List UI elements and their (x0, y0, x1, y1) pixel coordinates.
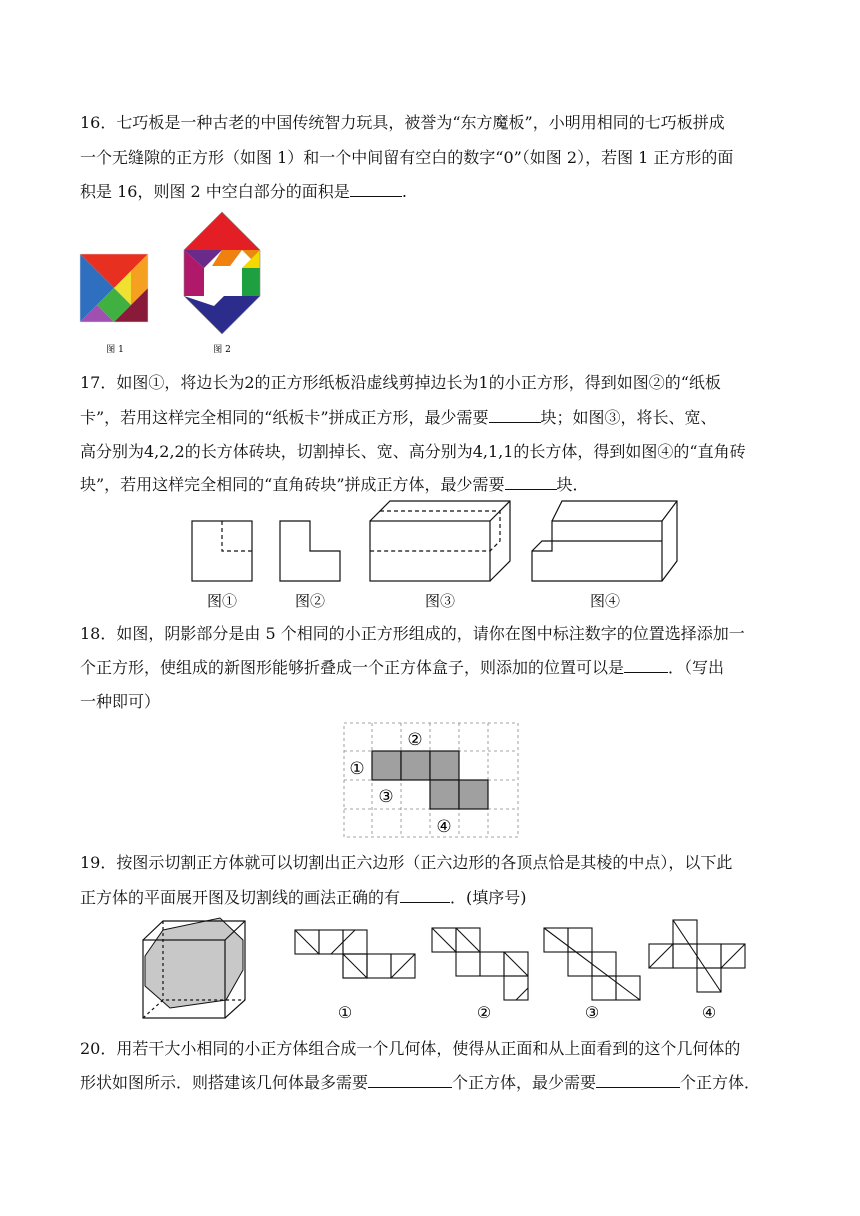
net-label-1: ① (337, 1003, 353, 1022)
q17-line2a: 卡”，若用这样完全相同的“纸板卡”拼成正方形，最少需要 (80, 408, 489, 427)
q19-line2b: ．(填序号) (450, 888, 527, 907)
net-option-2 (432, 928, 528, 1000)
q18-line3: 一种即可） (80, 692, 161, 711)
q19-figures (140, 918, 750, 1026)
answer-blank[interactable] (350, 182, 402, 197)
q19-line2a: 正方体的平面展开图及切割线的画法正确的有 (80, 888, 401, 907)
q20-line2 (80, 1073, 760, 1093)
net-option-3 (544, 928, 640, 1000)
caption-fig2: 图② (294, 592, 326, 610)
q17-line4b: 块． (556, 475, 589, 494)
position-label-3: ③ (378, 787, 394, 807)
q19-line1: 19．按图示切割正方体就可以切割出正六边形（正六边形的各顶点恰是其棱的中点），以下此 (80, 853, 733, 872)
fig-square-with-dashed-cut (192, 521, 252, 581)
fig-card-L-shape (280, 521, 340, 581)
fig2-caption: 图 2 (213, 345, 231, 355)
q17-line4 (80, 475, 589, 495)
caption-fig3: 图③ (424, 592, 456, 610)
zero-gap-top (204, 266, 230, 282)
caption-fig4: 图④ (589, 592, 621, 610)
q20-line2b: 个正方体，最少需要 (452, 1073, 597, 1092)
q16-line3-end: . (401, 182, 407, 201)
answer-blank[interactable] (400, 888, 450, 903)
answer-blank[interactable] (505, 475, 557, 490)
q17-line2b: 块；如图③，将长、宽、 (540, 408, 717, 427)
position-label-2: ② (407, 730, 423, 750)
q20-line1: 20．用若干大小相同的小正方体组合成一个几何体，使得从正面和从上面看到的这个几何体的 (80, 1039, 741, 1058)
fig-cuboid-brick (370, 501, 510, 581)
q17-line4a: 块”，若用这样完全相同的“直角砖块”拼成正方体，最少需要 (80, 475, 505, 494)
q20-line2c: 个正方体． (680, 1073, 761, 1092)
q19-line2 (80, 888, 527, 908)
q16-line3 (80, 182, 407, 202)
zero-gap-bottom (204, 282, 230, 296)
q17-line3: 高分别为4,2,2的长方体砖块，切割掉长、宽、高分别为4,1,1的长方体，得到如图④的“直角砖 (80, 442, 746, 461)
net-option-4 (649, 920, 745, 992)
q18-line2 (80, 658, 724, 678)
q18-line2a: 个正方形，使组成的新图形能够折叠成一个正方体盒子，则添加的位置可以是 (80, 658, 625, 677)
q20-line2a: 形状如图所示．则搭建该几何体最多需要 (80, 1073, 369, 1092)
net-option-1 (295, 930, 415, 978)
fig-right-angle-brick (532, 501, 677, 581)
position-label-1: ① (349, 759, 365, 779)
caption-fig1: 图① (206, 592, 238, 610)
hexagon-section (145, 918, 243, 1008)
net-label-4: ④ (701, 1003, 717, 1022)
net-label-2: ② (476, 1003, 492, 1022)
q18-line2b: ．（写出 (668, 658, 725, 677)
q17-line2 (80, 408, 717, 428)
answer-blank-min[interactable] (596, 1073, 680, 1088)
q16-line1: 16．七巧板是一种古老的中国传统智力玩具，被誉为“东方魔板”，小明用相同的七巧板拼成 (80, 113, 725, 132)
net-label-3: ③ (584, 1003, 600, 1022)
q17-line1: 17．如图①，将边长为2的正方形纸板沿虚线剪掉边长为1的小正方形，得到如图②的“纸板 (80, 373, 721, 392)
answer-blank[interactable] (624, 658, 668, 673)
position-label-4: ④ (436, 817, 452, 837)
cube-net-grid (343, 722, 519, 838)
zero-piece-red (184, 212, 260, 250)
tangram-square-figure (80, 254, 150, 355)
q18-line1: 18．如图，阴影部分是由 5 个相同的小正方形组成的，请你在图中标注数字的位置选择添加一 (80, 624, 745, 643)
answer-blank[interactable] (489, 408, 541, 423)
tangram-zero-figure (184, 212, 260, 355)
answer-blank-max[interactable] (368, 1073, 452, 1088)
q16-line2: 一个无缝隙的正方形（如图 1）和一个中间留有空白的数字“0”（如图 2），若图 1 正方形的面 (80, 148, 734, 167)
zero-piece-green (242, 268, 260, 296)
q16-line3-text: 积是 16，则图 2 中空白部分的面积是 (80, 182, 350, 201)
q17-figures (180, 496, 680, 610)
cube-hexagon-figure (143, 918, 245, 1018)
zero-gap-mid (230, 270, 242, 296)
fig1-caption: 图 1 (106, 345, 124, 355)
